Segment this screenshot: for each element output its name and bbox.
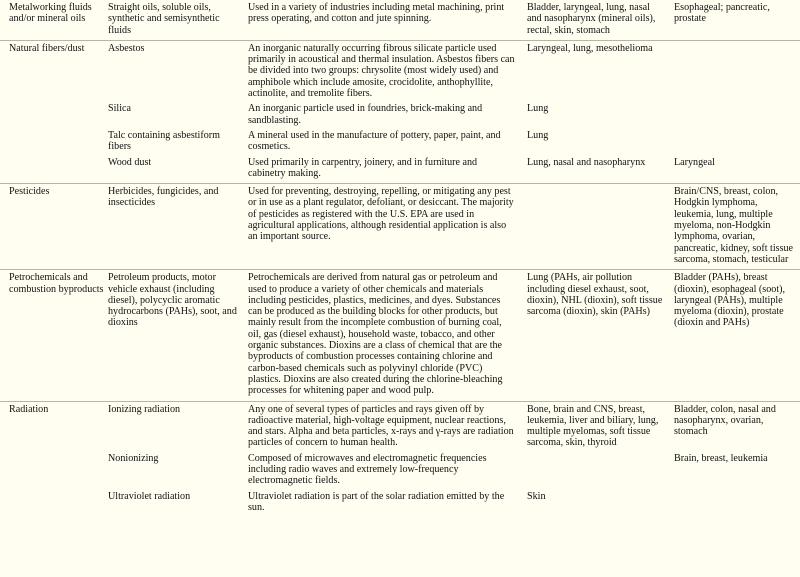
limited-evidence-cell <box>670 157 800 184</box>
sufficient-evidence-cell <box>523 404 670 453</box>
limited-evidence-cell <box>670 491 800 518</box>
limited-evidence-cell <box>670 404 800 453</box>
sufficient-evidence-cell-text: Skin <box>527 490 546 502</box>
agent-cell <box>107 43 247 103</box>
sufficient-evidence-cell-text: Bladder, laryngeal, lung, nasal and nasopharynx (mineral oils), rectal, skin, stomach <box>527 2 656 36</box>
description-cell <box>247 404 523 453</box>
table-row <box>0 186 800 269</box>
agent-cell <box>107 491 247 518</box>
category-cell <box>0 186 107 269</box>
table-row <box>0 491 800 518</box>
agent-cell <box>107 404 247 453</box>
description-cell-text: An inorganic naturally occurring fibrous silicate particle used primarily in acoustical and thermal insulation. Asbestos fibers can be divided into two groups: chrysolite (most widely used) and amphibole which include amosite, crocidolite, anthophyllite, actinolite, and tremolite fibers. <box>248 42 515 100</box>
agent-cell <box>107 186 247 269</box>
description-cell <box>247 43 523 103</box>
agent-cell-text: Ultraviolet radiation <box>108 490 191 502</box>
category-cell-text: Metalworking fluids and/or mineral oils <box>9 2 92 25</box>
category-cell <box>0 404 107 453</box>
category-cell <box>0 157 107 184</box>
table-row <box>0 103 800 130</box>
category-cell <box>0 43 107 103</box>
description-cell-text: Composed of microwaves and electromagnetic frequencies including radio waves and extremely low-frequency electromagnetic fields. <box>248 452 487 487</box>
description-cell-text: Ultraviolet radiation is part of the solar radiation emitted by the sun. <box>248 490 505 513</box>
description-cell-text: Used for preventing, destroying, repelling, or mitigating any pest or in use as a plant regulator, defoliant, or desiccant. The majority of pesticides as registered with the U.S. EPA are used in agricultural applications, although residential application is also an important source. <box>248 186 514 243</box>
description-cell <box>247 157 523 184</box>
carcinogen-table <box>0 2 800 517</box>
description-cell <box>247 491 523 518</box>
agent-cell <box>107 103 247 130</box>
description-cell <box>247 272 523 400</box>
table-row <box>0 2 800 40</box>
category-cell <box>0 272 107 400</box>
category-cell-text: Radiation <box>9 403 49 415</box>
description-cell-text: Used primarily in carpentry, joinery, and in furniture and cabinetry making. <box>248 156 478 179</box>
agent-cell-text: Asbestos <box>108 42 145 54</box>
limited-evidence-cell <box>670 453 800 491</box>
sufficient-evidence-cell <box>523 491 670 518</box>
table-row <box>0 272 800 400</box>
agent-cell <box>107 453 247 491</box>
sufficient-evidence-cell <box>523 186 670 269</box>
description-cell-text: Petrochemicals are derived from natural gas or petroleum and used to produce a variety of other chemicals and materials including pesticides, plastics, medicines, and dyes. Substances can be produced as the building blocks for other products, but mainly result from the incomplete combustion of burning coal, oil, gas (diesel exhaust), household waste, tobacco, and other organic substances. Dioxins are a class of chemical that are the byproducts of combustion processes containing chlorine and carbon-based chemicals such as polyvinyl chloride (PVC) plastics. Dioxins are also created during the chlorine-bleaching processes for whitening paper and wood pulp. <box>248 272 503 397</box>
limited-evidence-cell-text: Esophageal; pancreatic, prostate <box>674 2 770 25</box>
agent-cell <box>107 157 247 184</box>
limited-evidence-cell <box>670 272 800 400</box>
limited-evidence-cell <box>670 2 800 40</box>
description-cell <box>247 103 523 130</box>
table-row <box>0 43 800 103</box>
agent-cell <box>107 130 247 157</box>
agent-cell-text: Straight oils, soluble oils, synthetic and semisynthetic fluids <box>108 2 220 36</box>
agent-cell-text: Talc containing asbestiform fibers <box>108 129 220 153</box>
limited-evidence-cell-text: Bladder (PAHs), breast (dioxin), esophageal (soot), laryngeal (PAHs), multiple myeloma (dioxin), prostate (dioxin and PAHs) <box>674 272 786 329</box>
table-body <box>0 2 800 517</box>
description-cell <box>247 453 523 491</box>
description-cell <box>247 186 523 269</box>
category-cell <box>0 453 107 491</box>
sufficient-evidence-cell-text: Laryngeal, lung, mesothelioma <box>527 42 653 54</box>
limited-evidence-cell <box>670 186 800 269</box>
category-cell <box>0 130 107 157</box>
limited-evidence-cell-text: Brain, breast, leukemia <box>674 452 768 464</box>
limited-evidence-cell-text: Bladder, colon, nasal and nasopharynx, ovarian, stomach <box>674 403 776 438</box>
sufficient-evidence-cell <box>523 453 670 491</box>
sufficient-evidence-cell <box>523 2 670 40</box>
limited-evidence-cell <box>670 130 800 157</box>
category-cell-text: Pesticides <box>9 186 50 198</box>
sufficient-evidence-cell <box>523 272 670 400</box>
category-cell <box>0 491 107 518</box>
sufficient-evidence-cell-text: Lung <box>527 103 549 115</box>
sufficient-evidence-cell-text: Lung (PAHs, air pollution including diesel exhaust, soot, dioxin), NHL (dioxin), soft tissue sarcoma (dioxin), skin (PAHs) <box>527 272 663 318</box>
agent-cell-text: Petroleum products, motor vehicle exhaust (including diesel), polycyclic aromatic hydrocarbons (PAHs), soot, and dioxins <box>108 272 237 329</box>
limited-evidence-cell <box>670 103 800 130</box>
table-row <box>0 453 800 491</box>
agent-cell-text: Wood dust <box>108 156 152 168</box>
agent-cell-text: Nonionizing <box>108 452 159 464</box>
category-cell <box>0 103 107 130</box>
limited-evidence-cell <box>670 43 800 103</box>
agent-cell-text: Herbicides, fungicides, and insecticides <box>108 186 219 209</box>
agent-cell-text: Ionizing radiation <box>108 403 181 415</box>
category-cell-text: Petrochemicals and combustion byproducts <box>9 272 104 295</box>
limited-evidence-cell-text: Laryngeal <box>674 156 715 168</box>
sufficient-evidence-cell <box>523 103 670 130</box>
description-cell-text: Used in a variety of industries including metal machining, print press operating, and cotton and jute spinning. <box>248 2 505 25</box>
sufficient-evidence-cell <box>523 43 670 103</box>
table-row <box>0 404 800 453</box>
table-row <box>0 157 800 184</box>
description-cell <box>247 2 523 40</box>
sufficient-evidence-cell-text: Lung <box>527 129 549 141</box>
table-row <box>0 130 800 157</box>
description-cell-text: An inorganic particle used in foundries, brick-making and sandblasting. <box>248 103 483 126</box>
sufficient-evidence-cell-text: Lung, nasal and nasopharynx <box>527 156 646 168</box>
category-cell <box>0 2 107 40</box>
agent-cell <box>107 2 247 40</box>
limited-evidence-cell-text: Brain/CNS, breast, colon, Hodgkin lymphoma, leukemia, lung, multiple myeloma, non-Hodgkin lymphoma, ovarian, pancreatic, kidney, soft tissue sarcoma, stomach, testicular <box>674 186 794 265</box>
sufficient-evidence-cell-text: Bone, brain and CNS, breast, leukemia, liver and biliary, lung, multiple myelomas, soft tissue sarcoma, skin, thyroid <box>527 403 659 449</box>
description-cell-text: Any one of several types of particles and rays given off by radioactive material, high-voltage equipment, nuclear reactions, and stars. Alpha and beta particles, x-rays and γ-rays are radiation particles of concern to human health. <box>248 403 514 449</box>
description-cell <box>247 130 523 157</box>
agent-cell <box>107 272 247 400</box>
agent-cell-text: Silica <box>108 103 131 115</box>
sufficient-evidence-cell <box>523 157 670 184</box>
category-cell-text: Natural fibers/dust <box>9 42 85 54</box>
sufficient-evidence-cell <box>523 130 670 157</box>
description-cell-text: A mineral used in the manufacture of pottery, paper, paint, and cosmetics. <box>248 129 501 153</box>
